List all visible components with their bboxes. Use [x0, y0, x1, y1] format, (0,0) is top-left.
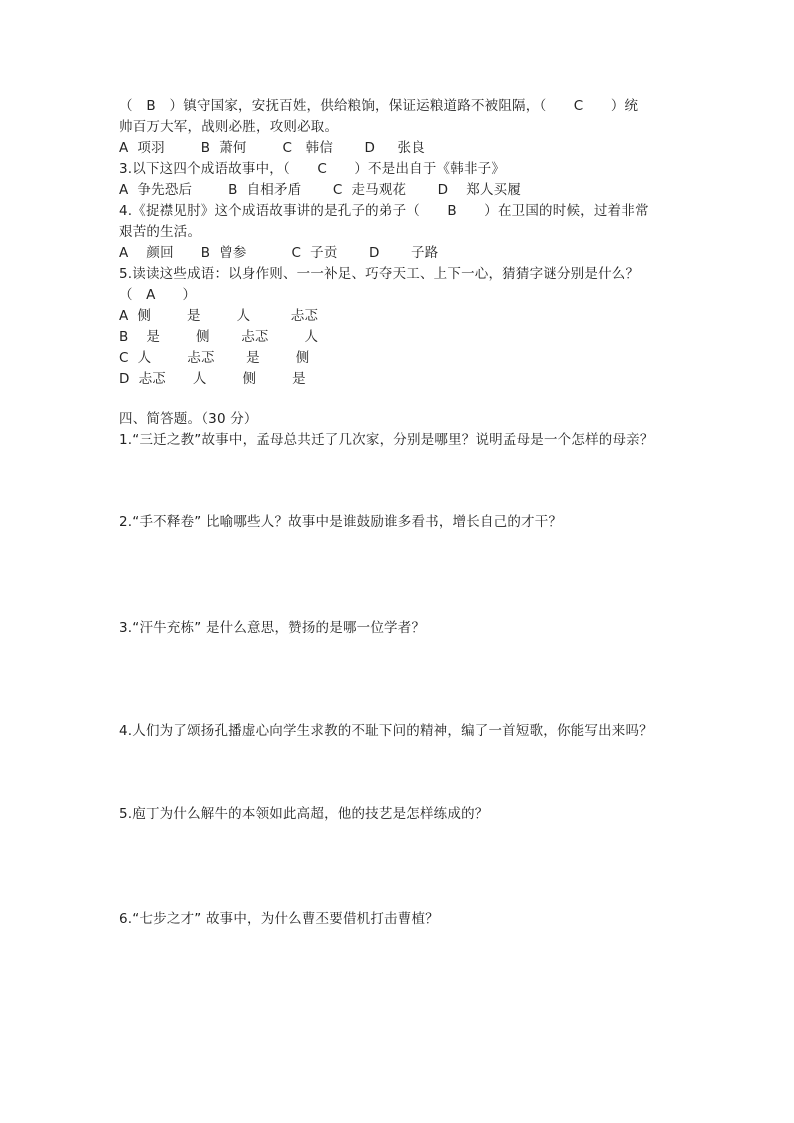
short-answer-question-2: 2.“手不释卷” 比喻哪些人？故事中是谁鼓励谁多看书，增长自己的才干？ — [119, 514, 563, 530]
question-4-options: A 颜回 B 曾参 C 子贡 D 子路 — [119, 245, 439, 261]
question-5-stem: 5.读读这些成语：以身作则、一一补足、巧夺天工、上下一心，猜猜字谜分别是什么？ — [119, 266, 640, 282]
short-answer-question-6: 6.“七步之才” 故事中，为什么曹丕要借机打击曹植？ — [119, 911, 439, 927]
question-5-option-c: C 人 忐忑 是 侧 — [119, 350, 310, 366]
question-3-stem: 3.以下这四个成语故事中，（ C ）不是出自于《韩非子》 — [119, 161, 506, 177]
short-answer-question-3: 3.“汗牛充栋” 是什么意思，赞扬的是哪一位学者？ — [119, 620, 426, 636]
question-4-line-1: 4.《捉襟见肘》这个成语故事讲的是孔子的弟子（ B ）在卫国的时候，过着非常 — [119, 203, 649, 219]
question-5-option-a: A 侧 是 人 忐忑 — [119, 308, 319, 324]
question-4-line-2: 艰苦的生活。 — [119, 224, 202, 240]
short-answer-question-5: 5.庖丁为什么解牛的本领如此高超，他的技艺是怎样练成的？ — [119, 806, 489, 822]
question-2-line-1: （ B ）镇守国家，安抚百姓，供给粮饷，保证运粮道路不被阻隔，（ C ）统 — [119, 98, 639, 114]
short-answer-question-4: 4.人们为了颂扬孔播虚心向学生求教的不耻下问的精神，编了一首短歌，你能写出来吗？ — [119, 723, 653, 739]
question-2-options: A 项羽 B 萧何 C 韩信 D 张良 — [119, 140, 425, 156]
question-5-option-b: B 是 侧 忐忑 人 — [119, 329, 319, 345]
question-5-option-d: D 忐忑 人 侧 是 — [119, 371, 306, 387]
section-4-heading: 四、简答题。（30 分） — [119, 411, 258, 427]
short-answer-question-1: 1.“三迁之教”故事中，孟母总共迁了几次家，分别是哪里？说明孟母是一个怎样的母亲？ — [119, 432, 654, 448]
question-2-line-2: 帅百万大军，战则必胜，攻则必取。 — [119, 119, 339, 135]
question-5-answer: （ A ） — [119, 287, 197, 303]
question-3-options: A 争先恐后 B 自相矛盾 C 走马观花 D 郑人买履 — [119, 182, 522, 198]
